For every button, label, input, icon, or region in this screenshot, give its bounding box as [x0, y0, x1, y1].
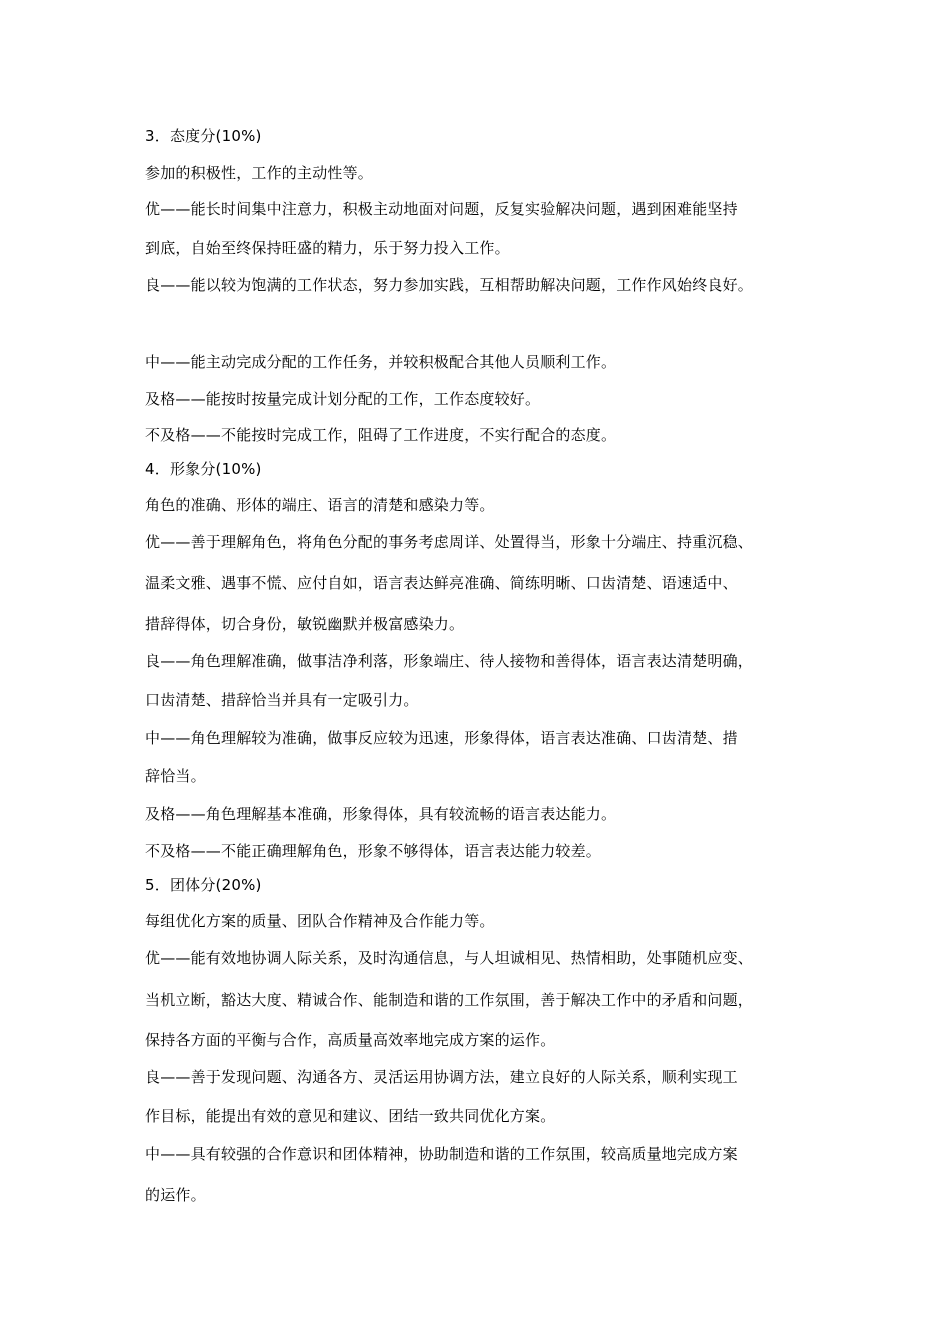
- paragraph-line: 及格——角色理解基本准确，形象得体，具有较流畅的语言表达能力。: [145, 805, 617, 823]
- paragraph-line: 优——能长时间集中注意力，积极主动地面对问题，反复实验解决问题，遇到困难能坚持: [145, 200, 738, 218]
- paragraph-line: 辞恰当。: [145, 767, 206, 785]
- paragraph-line: 良——能以较为饱满的工作状态，努力参加实践，互相帮助解决问题，工作作风始终良好。: [145, 276, 754, 294]
- paragraph-line: 及格——能按时按量完成计划分配的工作，工作态度较好。: [145, 390, 541, 408]
- paragraph-line: 口齿清楚、措辞恰当并具有一定吸引力。: [145, 691, 419, 709]
- section-heading-attitude: 3．态度分(10%): [145, 127, 262, 145]
- paragraph-line: 措辞得体，切合身份，敏锐幽默并极富感染力。: [145, 615, 465, 633]
- paragraph-line: 中——角色理解较为准确，做事反应较为迅速，形象得体，语言表达准确、口齿清楚、措: [145, 729, 738, 747]
- paragraph-line: 中——能主动完成分配的工作任务，并较积极配合其他人员顺利工作。: [145, 353, 617, 371]
- paragraph-line: 优——能有效地协调人际关系，及时沟通信息，与人坦诚相见、热情相助，处事随机应变、: [145, 949, 754, 967]
- section-heading-team: 5．团体分(20%): [145, 876, 262, 894]
- paragraph-line: 角色的准确、形体的端庄、语言的清楚和感染力等。: [145, 496, 495, 514]
- section-heading-image: 4．形象分(10%): [145, 460, 262, 478]
- paragraph-line: 优——善于理解角色，将角色分配的事务考虑周详、处置得当，形象十分端庄、持重沉稳、: [145, 533, 754, 551]
- paragraph-line: 保持各方面的平衡与合作，高质量高效率地完成方案的运作。: [145, 1031, 556, 1049]
- paragraph-line: 每组优化方案的质量、团队合作精神及合作能力等。: [145, 912, 495, 930]
- paragraph-line: 不及格——不能按时完成工作，阻碍了工作进度，不实行配合的态度。: [145, 426, 617, 444]
- paragraph-line: 作目标，能提出有效的意见和建议、团结一致共同优化方案。: [145, 1107, 556, 1125]
- paragraph-line: 到底，自始至终保持旺盛的精力，乐于努力投入工作。: [145, 239, 510, 257]
- paragraph-line: 中——具有较强的合作意识和团体精神，协助制造和谐的工作氛围，较高质量地完成方案: [145, 1145, 738, 1163]
- paragraph-line: 良——角色理解准确，做事洁净利落，形象端庄、待人接物和善得体，语言表达清楚明确，: [145, 652, 754, 670]
- paragraph-line: 不及格——不能正确理解角色，形象不够得体，语言表达能力较差。: [145, 842, 602, 860]
- paragraph-line: 参加的积极性，工作的主动性等。: [145, 164, 374, 182]
- paragraph-line: 的运作。: [145, 1186, 206, 1204]
- paragraph-line: 当机立断，豁达大度、精诚合作、能制造和谐的工作氛围，善于解决工作中的矛盾和问题，: [145, 991, 754, 1009]
- paragraph-line: 良——善于发现问题、沟通各方、灵活运用协调方法，建立良好的人际关系，顺利实现工: [145, 1068, 738, 1086]
- paragraph-line: 温柔文雅、遇事不慌、应付自如，语言表达鲜亮准确、简练明晰、口齿清楚、语速适中、: [145, 574, 738, 592]
